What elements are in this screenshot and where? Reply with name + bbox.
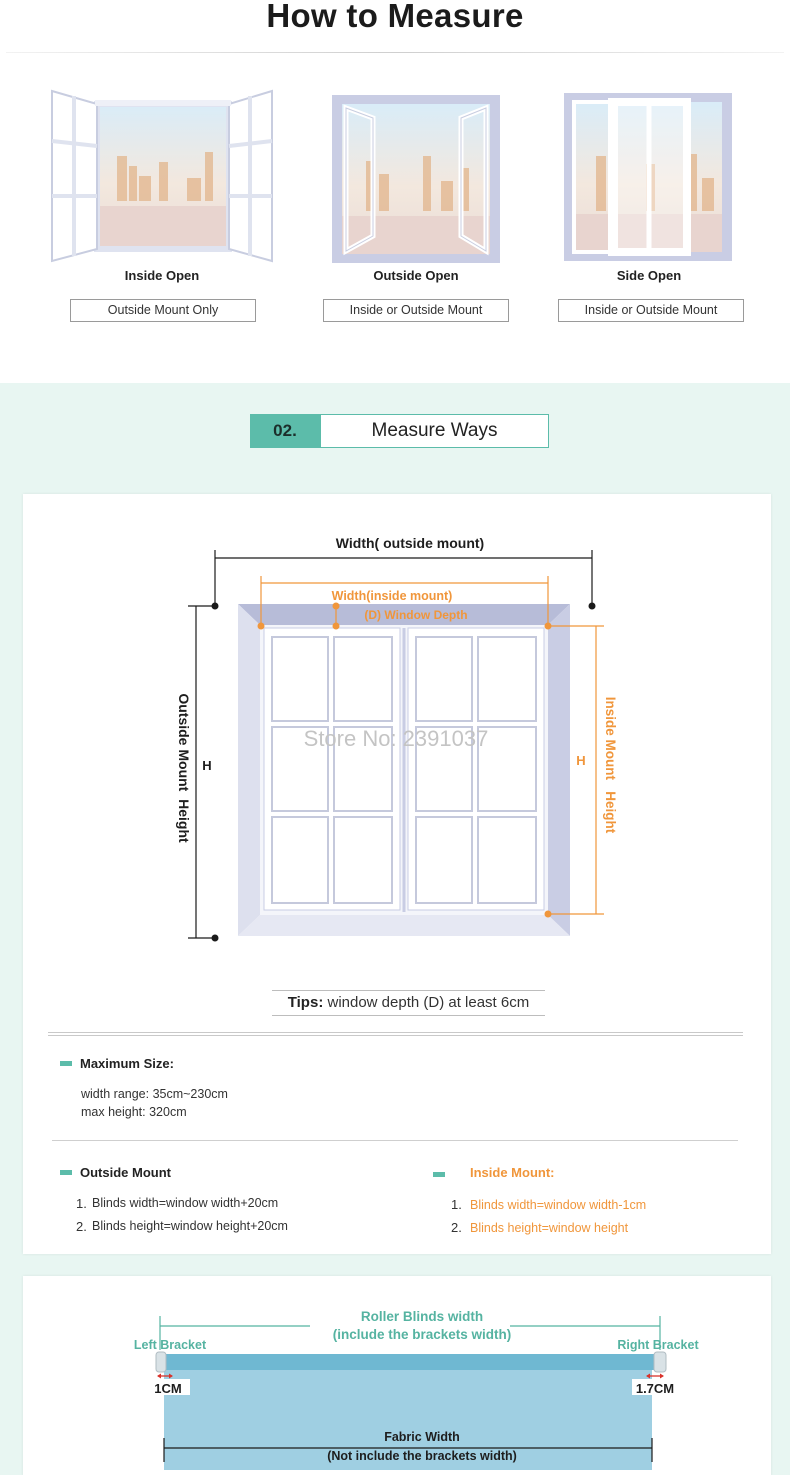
section-title: Measure Ways [320,414,549,448]
divider [52,1140,738,1141]
list-number: 1. [76,1196,87,1211]
roller-tube [160,1354,660,1370]
tips-note [272,990,545,1016]
inside-open-window-image [47,86,277,266]
mount-type-label: Inside or Outside Mount [323,299,509,322]
width-inside-label: Width(inside mount) [331,589,453,603]
right-bracket [654,1352,666,1372]
bullet-marker [60,1061,72,1066]
outside-height-label: Outside Mount Height [176,693,192,843]
inside-mount-title: Inside Mount: [470,1165,555,1180]
left-bracket [156,1352,166,1372]
left-bracket-label: Left Bracket [133,1338,207,1352]
roller-width-label: Roller Blinds width [360,1309,484,1324]
list-number: 1. [451,1197,462,1212]
list-number: 2. [76,1219,87,1234]
bullet-marker [60,1170,72,1175]
store-watermark: Store No: 2391037 [303,726,489,751]
roller-width-note: (include the brackets width) [332,1327,512,1342]
max-size-title: Maximum Size: [80,1056,174,1071]
list-number: 2. [451,1220,462,1235]
window-type-caption: Inside Open [124,268,200,283]
outside-mount-title: Outside Mount [80,1165,171,1180]
right-bracket-label: Right Bracket [617,1338,699,1352]
side-open-window-image [534,86,764,266]
section-number-badge: 02. [250,414,320,448]
window-type-outside-open [301,86,531,326]
inside-h-marker: H [576,753,586,768]
window-type-inside-open [47,86,277,326]
outside-open-window-image [301,86,531,266]
fabric-width-label: Fabric Width [384,1430,460,1444]
inside-height-label: Inside Mount Height [603,696,618,834]
mount-type-label: Outside Mount Only [70,299,256,322]
tips-label: Tips: [287,994,324,1011]
left-bracket-size: 1CM [154,1381,182,1396]
tips-text: window depth (D) at least 6cm [323,994,530,1011]
window-type-caption: Side Open [616,268,682,283]
bullet-marker [433,1172,445,1177]
double-divider [48,1032,743,1036]
page-title: How to Measure [266,0,524,34]
title-divider [6,52,784,53]
window-type-side-open [534,86,764,326]
outside-h-marker: H [202,758,212,773]
roller-blind-diagram [60,1290,740,1470]
window-measure-diagram [160,520,640,960]
inside-mount-rule: Blinds height=window height [470,1221,629,1235]
window-type-caption: Outside Open [373,268,459,283]
inside-mount-rule: Blinds width=window width-1cm [470,1198,647,1212]
mount-type-label: Inside or Outside Mount [558,299,744,322]
fabric-width-note: (Not include the brackets width) [327,1449,517,1463]
outside-mount-rule: Blinds height=window height+20cm [92,1219,288,1233]
outside-mount-rule: Blinds width=window width+20cm [92,1196,279,1210]
width-outside-label: Width( outside mount) [335,535,485,551]
window-depth-label: (D) Window Depth [364,608,468,622]
width-range-text: width range: 35cm~230cm [81,1087,228,1101]
right-bracket-size: 1.7CM [635,1381,675,1396]
max-height-text: max height: 320cm [81,1105,187,1119]
